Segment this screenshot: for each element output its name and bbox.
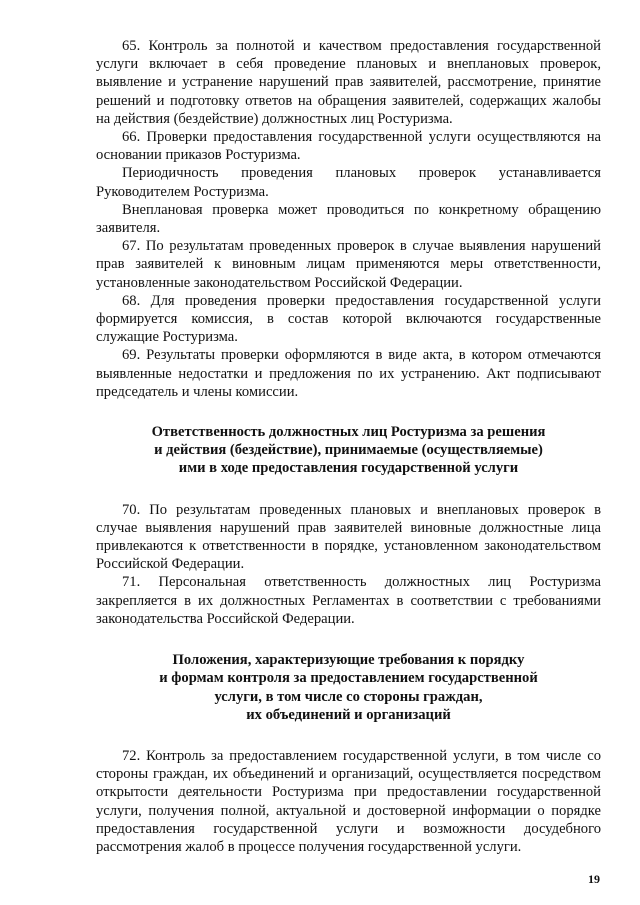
paragraph-periodicity: Периодичность проведения плановых проверок устанавливается Руководителем Ростуризма. xyxy=(96,165,601,200)
heading-line: и формам контроля за предоставлением государственной xyxy=(159,670,538,687)
spacer xyxy=(96,628,601,651)
heading-line: Ответственность должностных лиц Ростуризма за решения xyxy=(151,424,546,441)
paragraph-71: 71. Персональная ответственность должностных лиц Ростуризма закрепляется в их должностных Регламентах в соответствии с требованиями законодательства Российской Федерации. xyxy=(96,574,601,627)
section-heading-responsibility xyxy=(96,423,601,478)
paragraph-65: 65. Контроль за полнотой и качеством предоставления государственной услуги включает в себя проведение плановых и внеплановых проверок, выявление и устранение нарушений прав заявителей, рассмотрение, принятие решений и подготовку ответов на обращения заявителей, содержащих жалобы на действия (бездействие) должностных лиц Ростуризма. xyxy=(96,38,601,127)
spacer xyxy=(96,724,601,747)
heading-line: их объединений и организаций xyxy=(246,706,451,723)
heading-line: Положения, характеризующие требования к порядку xyxy=(172,652,525,669)
paragraph-unscheduled-check: Внеплановая проверка может проводиться по конкретному обращению заявителя. xyxy=(96,201,601,237)
paragraph-72: 72. Контроль за предоставлением государственной услуги, в том числе со стороны граждан, их объединений и организаций, осуществляется посредством открытости деятельности Ростуризма при предоставлении государственной услуги, получения полной, актуальной и достоверной информации о порядке предоставления государственной услуги и возможности досудебного рассмотрения жалоб в процессе получения государственной услуги. xyxy=(96,747,601,855)
paragraph-67: 67. По результатам проведенных проверок в случае выявления нарушений прав заявителей к виновным лицам применяются меры ответственности, установленные законодательством Российской Федерации. xyxy=(96,238,601,291)
section-heading-control-requirements xyxy=(96,651,601,724)
paragraph-66: 66. Проверки предоставления государственной услуги осуществляются на основании приказов Ростуризма. xyxy=(96,129,601,164)
document-body xyxy=(96,37,601,856)
paragraph-69: 69. Результаты проверки оформляются в виде акта, в котором отмечаются выявленные недостатки и предложения по их устранению. Акт подписывают председатель и члены комиссии. xyxy=(96,347,601,400)
paragraph-68: 68. Для проведения проверки предоставления государственной услуги формируется комиссия, в состав которой включаются государственные служащие Ростуризма. xyxy=(96,292,601,346)
spacer xyxy=(96,401,601,423)
page-number: 19 xyxy=(588,872,600,886)
heading-line: ими в ходе предоставления государственной услуги xyxy=(178,460,519,477)
heading-line: и действия (бездействие), принимаемые (осуществляемые) xyxy=(154,442,543,459)
heading-line: услуги, в том числе со стороны граждан, xyxy=(214,688,483,705)
paragraph-70: 70. По результатам проведенных плановых и внеплановых проверок в случае выявления нарушений прав заявителей виновные должностные лица привлекаются к ответственности в порядке, установленном законодательством Российской Федерации. xyxy=(96,501,601,573)
spacer xyxy=(96,478,601,501)
